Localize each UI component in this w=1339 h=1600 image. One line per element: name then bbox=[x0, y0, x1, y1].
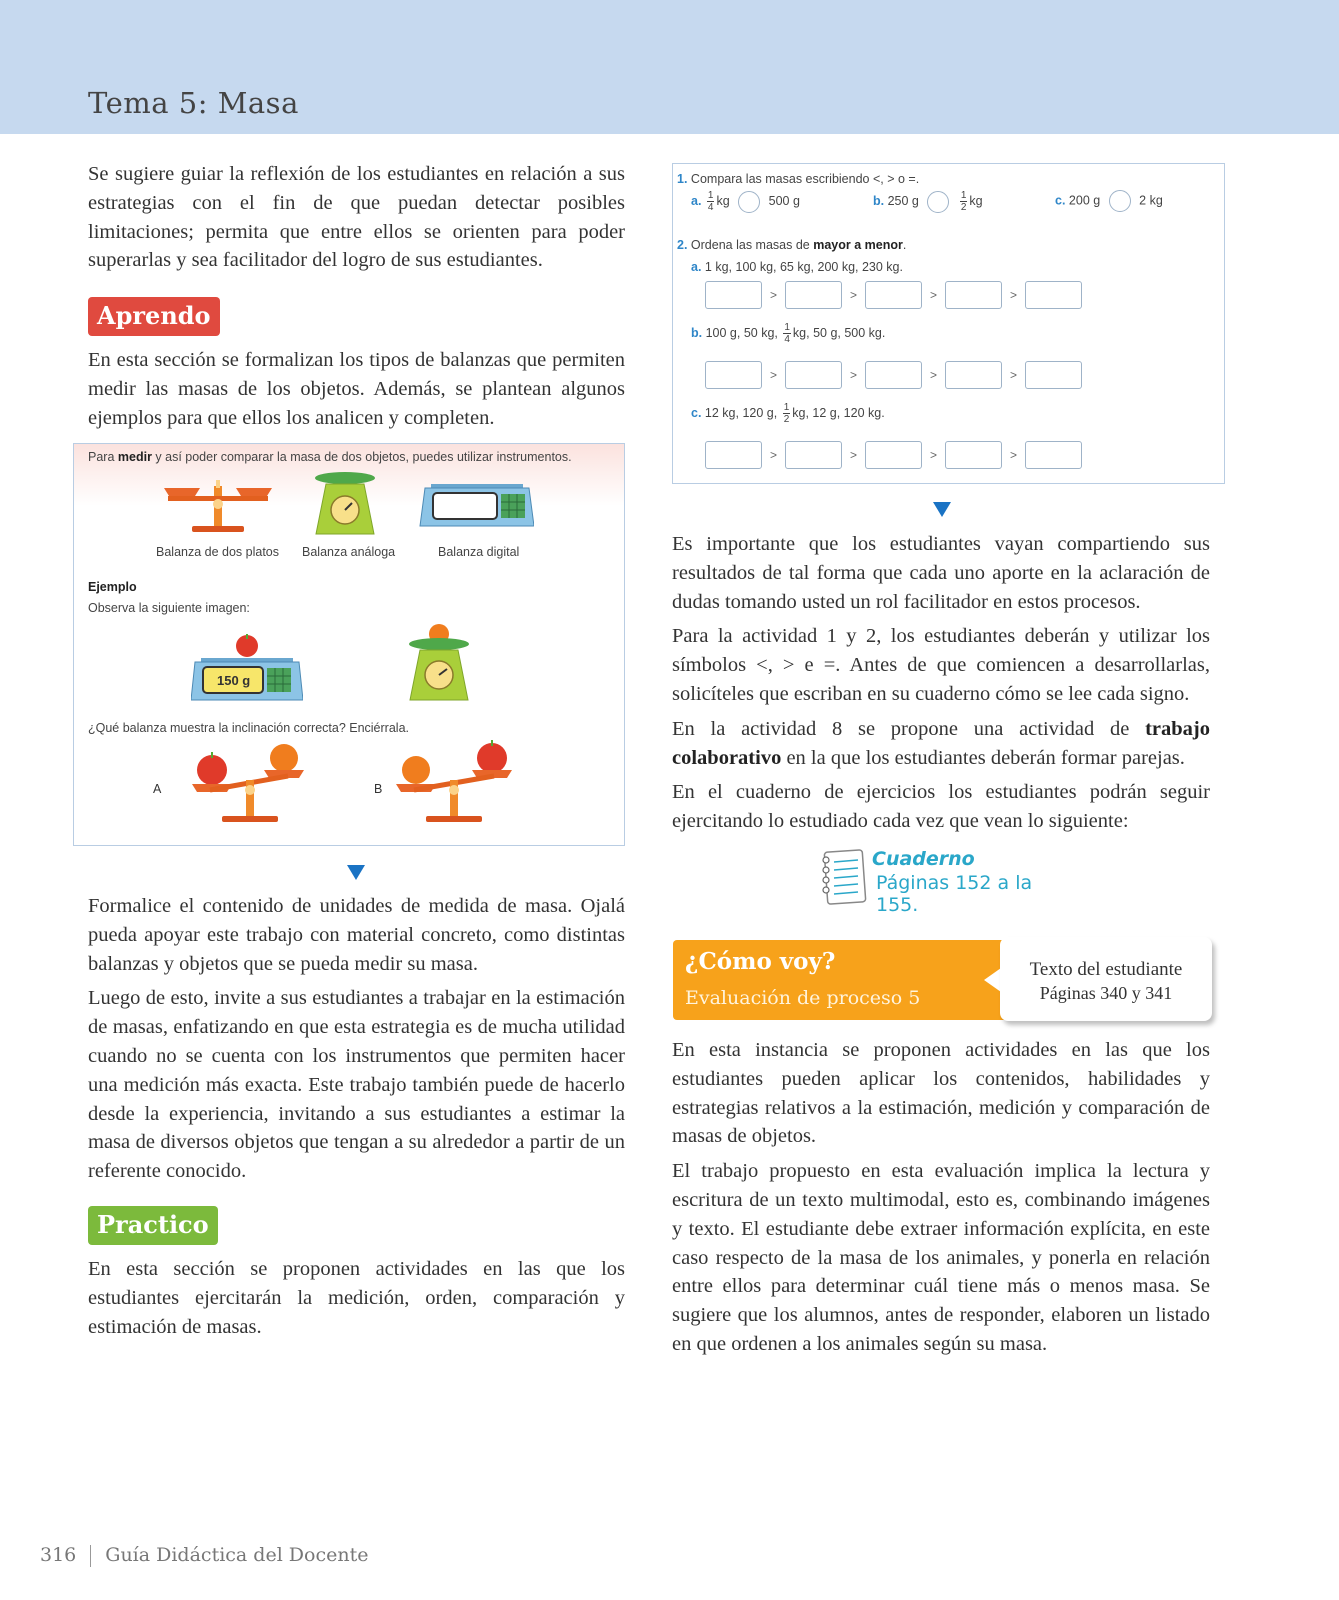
callout-notch bbox=[984, 968, 1001, 992]
example-label: Ejemplo bbox=[88, 580, 137, 594]
cuaderno-pages: Páginas 152 a la 155. bbox=[876, 872, 1033, 916]
answer-circle-1c[interactable] bbox=[1109, 190, 1131, 212]
order-blank[interactable] bbox=[865, 361, 922, 389]
practico-paragraph: En esta sección se proponen actividades en las que los estudiantes ejercitarán la medición, orden, comparación y estimación de masas. bbox=[88, 1258, 625, 1338]
aprendo-paragraph: En esta sección se formalizan los tipos de balanzas que permiten medir las masas de los objetos. Además, se plantean algunos ejemplos para que ellos los analicen y completen. bbox=[88, 349, 625, 429]
como-voy-subtitle: Evaluación de proceso 5 bbox=[685, 987, 921, 1009]
order-blank[interactable] bbox=[785, 281, 842, 309]
student-text-title: Texto del estudiante bbox=[1029, 959, 1183, 980]
order-blank[interactable] bbox=[785, 361, 842, 389]
order-blank[interactable] bbox=[1025, 441, 1082, 469]
marker-triangle-right bbox=[933, 502, 951, 517]
option-b-balance-illustration[interactable] bbox=[392, 740, 516, 828]
aprendo-tag: Aprendo bbox=[88, 297, 220, 336]
sharing-paragraph: Es importante que los estudiantes vayan compartiendo sus resultados de tal forma que cada uno aporte en la aclaración de dudas tomando usted un rol facilitador en estos procesos. bbox=[672, 533, 1210, 613]
option-a-balance-illustration[interactable] bbox=[188, 740, 312, 828]
notebook-icon bbox=[820, 848, 868, 906]
balances-excerpt bbox=[73, 443, 625, 846]
page-number: 316 bbox=[40, 1544, 77, 1566]
example-question: ¿Qué balanza muestra la inclinación correcta? Enciérrala. bbox=[88, 721, 409, 735]
order-blank[interactable] bbox=[705, 281, 762, 309]
greater-sign: > bbox=[849, 368, 857, 382]
order-blank[interactable] bbox=[785, 441, 842, 469]
order-blank[interactable] bbox=[1025, 281, 1082, 309]
left-intro bbox=[88, 160, 625, 281]
exercise-1b: b. 250 g $\frac{1}{2}$ kg bbox=[873, 190, 983, 213]
answer-circle-1b[interactable] bbox=[927, 191, 949, 213]
greater-sign: > bbox=[929, 448, 937, 462]
option-b-label: B bbox=[374, 782, 383, 796]
order-row-b bbox=[705, 361, 1082, 389]
exercise-1c: c. 200 g 2 kg bbox=[1055, 190, 1163, 212]
cuaderno-title: Cuaderno bbox=[872, 848, 975, 870]
estimation-paragraph: Luego de esto, invite a sus estudiantes a trabajar en la estimación de masas, enfatizando en que esta estrategia es de mucha utilidad cuando no se cuenta con los instrumentos que permiten hacer una medición más exacta. Este trabajo también puede de hacerlo desde la experiencia, invitando a sus estudiantes a estimar la masa de diversos objetos que tengan a su alrededor a partir de un referente conocido. bbox=[88, 987, 625, 1183]
aprendo-block bbox=[88, 346, 625, 438]
order-blank[interactable] bbox=[705, 441, 762, 469]
order-blank[interactable] bbox=[705, 361, 762, 389]
guide-title: Guía Didáctica del Docente bbox=[105, 1544, 369, 1566]
exercise-1a: a. $\frac{1}{4}$ kg 500 g bbox=[691, 190, 800, 213]
footer-divider bbox=[90, 1545, 91, 1567]
exercise-2a: a. 1 kg, 100 kg, 65 kg, 200 kg, 230 kg. bbox=[691, 260, 903, 274]
digital-scale-apple-illustration bbox=[191, 634, 303, 702]
formalize-paragraph: Formalice el contenido de unidades de medida de masa. Ojalá pueda apoyar este trabajo con material concreto, como distintas balanzas y objetos que se pueda medir su masa. bbox=[88, 895, 625, 975]
greater-sign: > bbox=[929, 288, 937, 302]
exercise-2b: b. 100 g, 50 kg, $\frac{1}{4}$ kg, 50 g, 500 kg. bbox=[691, 322, 886, 345]
greater-sign: > bbox=[769, 448, 777, 462]
greater-sign: > bbox=[769, 288, 777, 302]
order-blank[interactable] bbox=[945, 441, 1002, 469]
option-a-label: A bbox=[153, 782, 162, 796]
practico-tag: Practico bbox=[88, 1206, 218, 1245]
marker-triangle-left bbox=[347, 865, 365, 880]
caption-analog: Balanza análoga bbox=[302, 545, 396, 559]
caption-two-pan: Balanza de dos platos bbox=[156, 545, 280, 559]
order-blank[interactable] bbox=[945, 361, 1002, 389]
page-title: Tema 5: Masa bbox=[88, 86, 299, 120]
answer-circle-1a[interactable] bbox=[738, 191, 760, 213]
exercise-2-prompt: 2. Ordena las masas de mayor a menor. bbox=[677, 238, 907, 252]
greater-sign: > bbox=[769, 368, 777, 382]
analog-scale-illustration bbox=[314, 472, 376, 538]
exercise-2c: c. 12 kg, 120 g, $\frac{1}{2}$ kg, 12 g, 120 kg. bbox=[691, 402, 885, 425]
example-instruction: Observa la siguiente imagen: bbox=[88, 601, 250, 615]
caption-digital: Balanza digital bbox=[438, 545, 520, 559]
greater-sign: > bbox=[1009, 368, 1017, 382]
workbook-paragraph: En el cuaderno de ejercicios los estudiantes podrán seguir ejercitando lo estudiado cada vez que vean lo siguiente: bbox=[672, 781, 1210, 833]
order-row-a bbox=[705, 281, 1082, 309]
evaluation-body bbox=[672, 1036, 1210, 1365]
cuaderno-reference bbox=[820, 848, 1080, 916]
practico-block bbox=[88, 1255, 625, 1347]
greater-sign: > bbox=[929, 368, 937, 382]
order-row-c bbox=[705, 441, 1082, 469]
multimodal-paragraph: El trabajo propuesto en esta evaluación implica la lectura y escritura de un texto multimodal, esto es, combinando imágenes y texto. El estudiante debe extraer información explícita, en este caso respecto de la masa de los animales, y ponerla en relación entre ellos para determinar cuál tiene más o menos masa. Se sugiere que los alumnos, antes de responder, elaboren un listado en que ordenen a los animales según su masa. bbox=[672, 1160, 1210, 1355]
two-pan-balance-illustration bbox=[162, 478, 274, 536]
right-body bbox=[672, 530, 1210, 842]
analog-scale-orange-illustration bbox=[407, 624, 471, 702]
greater-sign: > bbox=[849, 448, 857, 462]
evaluation-paragraph: En esta instancia se proponen actividades en las que los estudiantes pueden aplicar los contenidos, habilidades y estrategias relativos a la estimación, medición y comparación de masas de objetos. bbox=[672, 1039, 1210, 1148]
order-blank[interactable] bbox=[865, 281, 922, 309]
greater-sign: > bbox=[1009, 448, 1017, 462]
left-body bbox=[88, 892, 625, 1192]
exercises-excerpt bbox=[672, 163, 1225, 484]
digital-reading: 150 g bbox=[217, 673, 251, 688]
student-text-pages: Páginas 340 y 341 bbox=[1039, 983, 1173, 1003]
digital-scale-illustration bbox=[419, 482, 534, 528]
order-blank[interactable] bbox=[865, 441, 922, 469]
symbols-paragraph: Para la actividad 1 y 2, los estudiantes deberán y utilizar los símbolos <, > e =. Antes de que comiencen a desarrollarlas, solicíteles que escriban en su cuaderno cómo se lee cada signo. bbox=[672, 625, 1210, 705]
page-footer bbox=[40, 1544, 368, 1567]
exercise-1-prompt: 1. Compara las masas escribiendo <, > o =. bbox=[677, 172, 920, 186]
collaborative-paragraph: En la actividad 8 se propone una actividad de trabajo colaborativo en la que los estudiantes deberán formar parejas. bbox=[672, 717, 1210, 769]
greater-sign: > bbox=[1009, 288, 1017, 302]
order-blank[interactable] bbox=[1025, 361, 1082, 389]
como-voy-banner bbox=[673, 940, 1023, 1020]
box-intro: Para medir y así poder comparar la masa de dos objetos, puedes utilizar instrumentos. bbox=[88, 450, 572, 464]
order-blank[interactable] bbox=[945, 281, 1002, 309]
student-text-reference bbox=[1000, 937, 1212, 1021]
como-voy-title: ¿Cómo voy? bbox=[685, 948, 836, 975]
intro-paragraph: Se sugiere guiar la reflexión de los estudiantes en relación a sus estrategias con el fin de que puedan detectar posibles limitaciones; permita que entre ellos se orienten para poder superarlas y sea facilitador del logro de sus estudiantes. bbox=[88, 163, 625, 272]
greater-sign: > bbox=[849, 288, 857, 302]
